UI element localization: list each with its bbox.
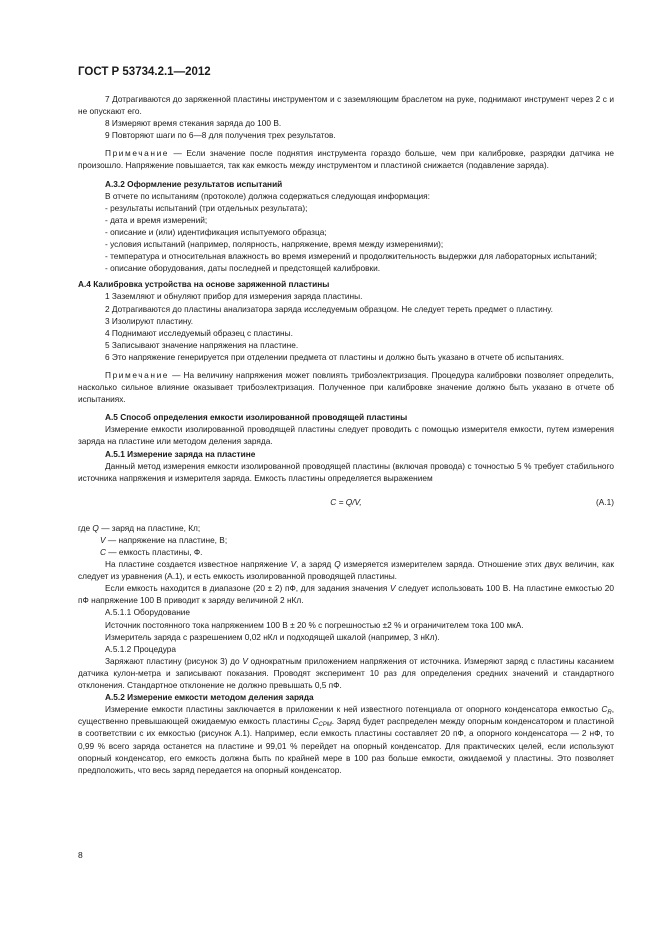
list-item: 2 Дотрагиваются до пластины анализатора заряда исследуемым образцом. Не следует тереть предмет о пластину. <box>105 303 553 314</box>
note-1 <box>78 147 614 171</box>
formula-number: (А.1) <box>596 496 614 507</box>
list-item: 6 Это напряжение генерируется при отделении предмета от пластины и должно быть указано в отчете об испытаниях. <box>105 351 565 362</box>
section-a51-para-a: На пластине создается известное напряжение V, а заряд Q измеряется измерителем заряда. Отношение этих двух величин, как следует из уравнения (А.1), и есть емкость изолированной проводящей пластины. <box>78 559 614 582</box>
section-a4-heading: А.4 Калибровка устройства на основе заряженной пластины <box>78 279 330 290</box>
section-a52-heading: А.5.2 Измерение емкости методом деления заряда <box>105 692 314 703</box>
section-a5-text: Измерение емкости изолированной проводящей пластины следует проводить с помощью измерителя емкости, путем измерения заряда на пластине или методом деления заряда. <box>78 424 614 447</box>
section-a511-heading: А.5.1.1 Оборудование <box>105 607 191 618</box>
section-a51-text: Данный метод измерения емкости изолированной проводящей пластины (включая провода) с точностью 5 % требует стабильного источника напряжения и измерителя заряда. Емкость пластины определяется выражением <box>78 460 614 483</box>
note-1-text: — Если значение после поднятия инструмента гораздо больше, чем при калибровке, разрядки датчика не произошло. Напряжение повышается, так как емкость между инструментом и пластиной снижается (подавление заряда). <box>78 148 614 171</box>
page-number: 8 <box>78 850 83 860</box>
list-item: - результаты испытаний (три отдельных результата); <box>105 202 308 213</box>
note-2 <box>78 369 614 405</box>
step-7: 7 Дотрагиваются до заряженной пластины инструментом и с заземляющим браслетом на руке, поднимают инструмент через 2 с и не опускают его. <box>78 94 614 117</box>
section-a511-p1: Источник постоянного тока напряжением 100 В ± 20 % с погрешностью ±2 % и ограничителем тока 100 мкА. <box>105 619 524 630</box>
list-item: - описание и (или) идентификация испытуемого образца; <box>105 226 327 237</box>
document-header: ГОСТ Р 53734.2.1—2012 <box>78 66 211 78</box>
section-a512-heading: А.5.1.2 Процедура <box>105 643 177 654</box>
legend-row: V — напряжение на пластине, В; <box>100 534 228 545</box>
section-a52-text: Измерение емкости пластины заключается в приложении к ней известного потенциала от опорного конденсатора емкостью $C_R$, существенно превышающей ожидаемую емкость пластины $C_{CPM}$. Заряд будет распределен между опорным конденсатором и пластиной в соответствии с их емкостью (рисунок А.1). Например, если емкость пластины составляет 20 пФ, а опорного конденсатора — 2 нФ, то 0,99 % всего заряда останется на пластине и 99,01 % перейдет на опорный конденсатор. Для практических целей, если используют опорный конденсатор, его емкость должна быть по крайней мере в 100 раз больше емкости, ожидаемой у пластины. Это позволяет предположить, что весь заряд передается на опорный конденсатор. <box>78 704 615 775</box>
section-a51-para-b: Если емкость находится в диапазоне (20 ± 2) пФ, для задания значения V следует использовать 100 В. На пластине емкостью 20 пФ напряжение 100 В приводит к заряду величиной 2 нКл. <box>78 583 614 606</box>
list-item: - температура и относительная влажность во время измерений и продолжительность выдержки для лабораторных испытаний; <box>105 251 597 262</box>
document-body <box>78 93 614 776</box>
section-a5-heading: А.5 Способ определения емкости изолированной проводящей пластины <box>105 412 408 423</box>
formula-expression: C = Q/V, <box>330 496 362 507</box>
section-a51-heading: А.5.1 Измерение заряда на пластине <box>105 448 256 459</box>
section-a511-p2: Измеритель заряда с разрешением 0,02 нКл и подходящей шкалой (например, 3 нКл). <box>105 631 440 642</box>
note-1-lead: Примечание <box>105 148 170 159</box>
note-2-text: — На величину напряжения может повлиять трибоэлектризация. Процедура калибровки позволяет определить, насколько сильное влияние оказывает трибоэлектризация. Полученное при калибровке значение должно быть указано в отчете об испытаниях. <box>78 369 614 405</box>
step-9: 9 Повторяют шаги по 6—8 для получения трех результатов. <box>105 130 336 141</box>
list-item: - дата и время измерений; <box>105 214 208 225</box>
section-a32-heading: А.3.2 Оформление результатов испытаний <box>105 178 283 189</box>
step-8: 8 Измеряют время стекания заряда до 100 В. <box>105 118 282 129</box>
legend-row: где Q — заряд на пластине, Кл; <box>78 522 201 533</box>
list-item: 1 Заземляют и обнуляют прибор для измерения заряда пластины. <box>105 291 363 302</box>
section-a512-text: Заряжают пластину (рисунок 3) до V однократным приложением напряжения от источника. Измеряют заряд с пластины касанием датчика кулон-метра и записывают показания. Проводят эксперимент 10 раз для определения средних значений и стандартного отклонения. Стандартное отклонение не должно превышать 0,5 пФ. <box>78 655 614 691</box>
note-2-lead: Примечание <box>105 369 170 380</box>
list-item: - описание оборудования, даты последней и предстоящей калибровки. <box>105 263 381 274</box>
list-item: 4 Поднимают исследуемый образец с пластины. <box>105 327 293 338</box>
formula-legend <box>78 522 614 558</box>
list-item: 3 Изолируют пластину. <box>105 315 194 326</box>
list-item: 5 Записывают значение напряжения на пластине. <box>105 339 299 350</box>
section-a32-intro: В отчете по испытаниям (протоколе) должна содержаться следующая информация: <box>105 190 430 201</box>
legend-row: C — емкость пластины, Ф. <box>100 547 203 557</box>
list-item: - условия испытаний (например, полярность, напряжение, время между измерениями); <box>105 239 444 250</box>
formula-a1 <box>78 496 614 510</box>
